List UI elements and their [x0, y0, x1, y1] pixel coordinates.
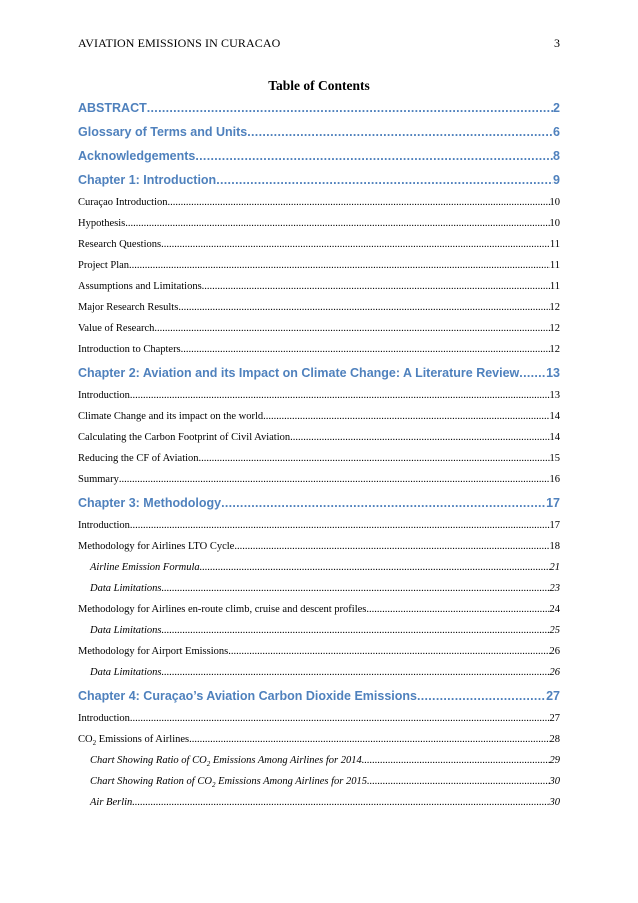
toc-entry[interactable]: Introduction ..... 13 [78, 388, 560, 403]
toc-entry[interactable]: Summary ..... 16 [78, 472, 560, 487]
toc-subentry[interactable]: Air Berlin ..... 30 [78, 795, 560, 810]
toc-entry[interactable]: Project Plan ..... 11 [78, 258, 560, 273]
toc-subentry[interactable]: Data Limitations ..... 25 [78, 623, 560, 638]
running-title: AVIATION EMISSIONS IN CURACAO [78, 36, 281, 50]
toc-entry-abstract[interactable]: ABSTRACT ..... 2 [78, 100, 560, 116]
toc-entry-chapter-2[interactable]: Chapter 2: Aviation and its Impact on Climate Change: A Literature Review ..... 13 [78, 365, 560, 381]
toc-title: Table of Contents [268, 78, 370, 93]
toc-entry-chapter-1[interactable]: Chapter 1: Introduction ..... 9 [78, 172, 560, 188]
toc-entry-chapter-3[interactable]: Chapter 3: Methodology ..... 17 [78, 495, 560, 511]
toc-entry[interactable]: Reducing the CF of Aviation ..... 15 [78, 451, 560, 466]
page-header [78, 36, 560, 52]
toc-entry[interactable]: Hypothesis ..... 10 [78, 216, 560, 231]
toc-entry[interactable]: Curaçao Introduction ..... 10 [78, 195, 560, 210]
toc-entry[interactable]: $CO_2$ Emissions of Airlines ..... 28 [78, 732, 560, 747]
toc-entry[interactable]: Value of Research ..... 12 [78, 321, 560, 336]
toc-subentry[interactable]: Data Limitations ..... 23 [78, 581, 560, 596]
toc-entry-acknowledgements[interactable]: Acknowledgements ..... 8 [78, 148, 560, 164]
toc-subentry[interactable]: Chart Showing Ration of $CO_2$ Emissions Among Airlines for 2015 ..... 30 [78, 774, 560, 789]
toc-subentry[interactable]: Data Limitations ..... 26 [78, 665, 560, 680]
toc-entry-chapter-4[interactable]: Chapter 4: Curaçao’s Aviation Carbon Dioxide Emissions ..... 27 [78, 688, 560, 704]
toc-entry-glossary[interactable]: Glossary of Terms and Units ..... 6 [78, 124, 560, 140]
toc-entry[interactable]: Methodology for Airlines en-route climb, cruise and descent profiles ..... 24 [78, 602, 560, 617]
toc-entry[interactable]: Introduction to Chapters ..... 12 [78, 342, 560, 357]
table-of-contents [78, 100, 560, 810]
toc-entry[interactable]: Assumptions and Limitations ..... 11 [78, 279, 560, 294]
toc-entry[interactable]: Calculating the Carbon Footprint of Civil Aviation ..... 14 [78, 430, 560, 445]
toc-entry[interactable]: Introduction ..... 17 [78, 518, 560, 533]
toc-subentry[interactable]: Airline Emission Formula ..... 21 [78, 560, 560, 575]
toc-entry[interactable]: Major Research Results ..... 12 [78, 300, 560, 315]
toc-subentry[interactable]: Chart Showing Ratio of $CO_2$ Emissions Among Airlines for 2014 ..... 29 [78, 753, 560, 768]
toc-entry[interactable]: Research Questions ..... 11 [78, 237, 560, 252]
page-number: 3 [554, 36, 560, 50]
toc-entry[interactable]: Climate Change and its impact on the world ..... 14 [78, 409, 560, 424]
toc-entry[interactable]: Methodology for Airport Emissions ..... 26 [78, 644, 560, 659]
toc-entry[interactable]: Introduction ..... 27 [78, 711, 560, 726]
toc-entry[interactable]: Methodology for Airlines LTO Cycle ..... 18 [78, 539, 560, 554]
